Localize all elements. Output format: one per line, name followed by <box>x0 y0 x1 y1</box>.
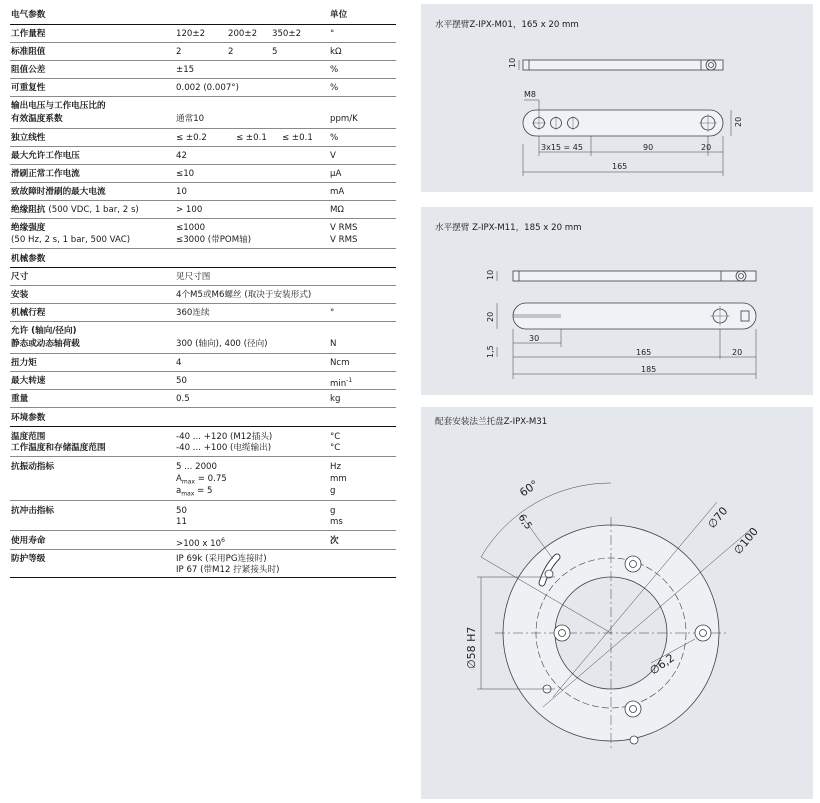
svg-text:20: 20 <box>486 311 495 322</box>
table-row: 温度范围 工作温度和存储温度范围 -40 ... +120 (M12插头) -40 ... +100 (电缆输出) °C °C <box>10 427 396 457</box>
svg-text:185: 185 <box>641 365 657 374</box>
svg-text:165: 165 <box>612 162 628 171</box>
drawing-title: 水平摆臂Z-IPX-M01，165 x 20 mm <box>435 20 579 30</box>
drawing-title: 水平摆臂 Z-IPX-M11，185 x 20 mm <box>435 223 582 233</box>
table-row: 绝缘强度 (50 Hz, 2 s, 1 bar, 500 VAC) ≤1000 ≤3000 (带POM轴) V RMS V RMS <box>10 219 396 249</box>
table-row: 可重复性 0.002 (0.007°) % <box>10 79 396 97</box>
svg-text:90: 90 <box>643 143 654 152</box>
table-row: 安装 4个M5或M6螺丝 (取决于安装形式) <box>10 286 396 304</box>
table-row: 允许 (轴向/径向) 静态或动态轴荷载 300 (轴向), 400 (径向) N <box>10 322 396 354</box>
table-row: 独立线性 ≤ ±0.2 ≤ ±0.1 ≤ ±0.1 % <box>10 129 396 147</box>
svg-text:1,5: 1,5 <box>486 345 495 358</box>
table-row: 机械行程 360连续 ° <box>10 304 396 322</box>
table-row: 使用寿命 >100 x $10^6$ 次 <box>10 531 396 550</box>
drawing-panel-m31 <box>421 407 813 799</box>
svg-text:10: 10 <box>508 57 517 68</box>
drawing-panel-m01 <box>421 4 813 192</box>
svg-text:6,5: 6,5 <box>515 512 534 532</box>
svg-text:165: 165 <box>636 348 652 357</box>
arm-side-view <box>523 110 723 136</box>
table-row: 输出电压与工作电压比的 有效温度系数 通常10 ppm/K <box>10 97 396 129</box>
arm-m01-drawing <box>421 4 813 192</box>
header-param: 电气参数 <box>11 10 46 20</box>
svg-text:20: 20 <box>732 348 743 357</box>
table-row: 抗冲击指标 50 11 g ms <box>10 501 396 531</box>
arm-top-view <box>523 60 723 70</box>
drawing-panel-m11 <box>421 207 813 395</box>
table-row: 重量 0.5 kg <box>10 390 396 408</box>
section-mechanical: 机械参数 <box>10 249 396 268</box>
table-row: 阻值公差 ±15 % <box>10 61 396 79</box>
flange-drawing <box>421 407 813 799</box>
header-unit: 单位 <box>330 10 348 20</box>
table-row: 防护等级 IP 69k (采用PG连接时) IP 67 (带M12 拧紧接头时) <box>10 550 396 578</box>
table-row: 尺寸 见尺寸图 <box>10 268 396 286</box>
svg-text:3x15 = 45: 3x15 = 45 <box>541 143 583 152</box>
arm-top-view <box>513 271 756 281</box>
svg-text:30: 30 <box>529 334 540 343</box>
svg-text:M8: M8 <box>524 90 536 99</box>
svg-text:60°: 60° <box>517 477 541 500</box>
table-row: 抗振动指标 5 ... 2000 $A_{max} = 0.75$ $a_{max} = 5$ Hz mm g <box>10 457 396 501</box>
svg-text:∅70: ∅70 <box>705 504 731 531</box>
table-row: 最大转速 50 $\min^{-1}$ <box>10 372 396 390</box>
table-row: 标准阻值 2 2 5 kΩ <box>10 43 396 61</box>
svg-text:10: 10 <box>486 269 495 280</box>
spec-table <box>10 6 396 578</box>
table-header <box>10 6 396 25</box>
table-row: 扭力矩 4 Ncm <box>10 354 396 372</box>
svg-text:∅100: ∅100 <box>731 525 761 557</box>
svg-text:20: 20 <box>701 143 712 152</box>
table-row: 最大允许工作电压 42 V <box>10 147 396 165</box>
table-row: 工作量程 120±2 200±2 350±2 ° <box>10 25 396 43</box>
svg-text:20: 20 <box>734 116 743 127</box>
table-row: 致故障时滑刷的最大电流 10 mA <box>10 183 396 201</box>
svg-text:∅58 H7: ∅58 H7 <box>465 626 478 669</box>
section-environment: 环境参数 <box>10 408 396 427</box>
svg-text:∅6,2: ∅6,2 <box>647 651 677 678</box>
drawing-title: 配套安装法兰托盘Z-IPX-M31 <box>435 417 548 427</box>
table-row: 绝缘阻抗 (500 VDC, 1 bar, 2 s) > 100 MΩ <box>10 201 396 219</box>
arm-m11-drawing <box>421 207 813 395</box>
table-row: 滑刷正常工作电流 ≤10 µA <box>10 165 396 183</box>
